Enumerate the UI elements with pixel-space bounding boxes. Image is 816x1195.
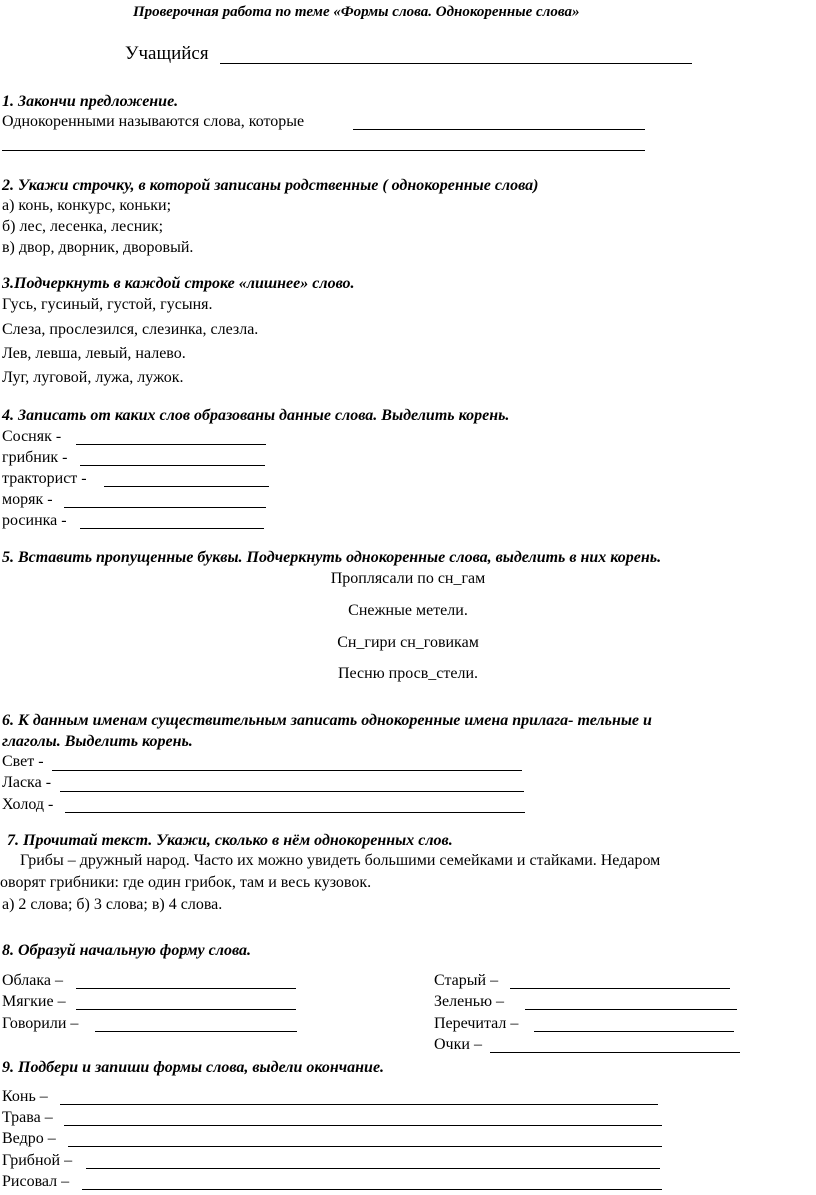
q5-poem-line: Проплясали по сн_гам bbox=[330, 570, 486, 587]
page-title: Проверочная работа по теме «Формы слова. Однокоренные слова» bbox=[133, 4, 580, 20]
q2-option: б) лес, лесенка, лесник; bbox=[2, 218, 164, 235]
q9-answer-line[interactable] bbox=[60, 1104, 658, 1105]
q6-answer-line[interactable] bbox=[52, 770, 522, 771]
q5-poem-line: Сн_гири сн_говикам bbox=[337, 634, 479, 651]
q1-heading: 1. Закончи предложение. bbox=[2, 93, 179, 110]
q9-answer-line[interactable] bbox=[68, 1146, 662, 1147]
q4-answer-line[interactable] bbox=[80, 528, 264, 529]
q6-answer-line[interactable] bbox=[65, 812, 525, 813]
q2-option: в) двор, дворник, дворовый. bbox=[2, 239, 194, 256]
q4-item: грибник - bbox=[2, 449, 68, 466]
q7-text: оворят грибники: где один грибок, там и весь кузовок. bbox=[0, 874, 372, 891]
q6-item: Свет - bbox=[2, 753, 44, 770]
q9-item: Грибной – bbox=[2, 1152, 73, 1169]
q2-heading: 2. Укажи строчку, в которой записаны родственные ( однокоренные слова) bbox=[2, 177, 539, 194]
q5-heading: 5. Вставить пропущенные буквы. Подчеркнуть однокоренные слова, выделить в них корень. bbox=[2, 549, 662, 566]
q8-left-item: Облака – bbox=[2, 972, 64, 989]
q8-answer-line[interactable] bbox=[95, 1031, 297, 1032]
student-label: Учащийся bbox=[125, 43, 209, 64]
q9-answer-line[interactable] bbox=[64, 1125, 662, 1126]
q8-answer-line[interactable] bbox=[76, 988, 296, 989]
q5-poem-line: Снежные метели. bbox=[348, 602, 468, 619]
q1-text: Однокоренными называются слова, которые bbox=[2, 113, 305, 130]
q9-answer-line[interactable] bbox=[86, 1168, 660, 1169]
q7-answers: а) 2 слова; б) 3 слова; в) 4 слова. bbox=[2, 896, 223, 913]
q4-item: росинка - bbox=[2, 512, 67, 529]
q8-left-item: Мягкие – bbox=[2, 993, 66, 1010]
q4-heading: 4. Записать от каких слов образованы данные слова. Выделить корень. bbox=[2, 407, 510, 424]
q3-line: Гусь, гусиный, густой, гусыня. bbox=[2, 296, 213, 313]
q3-line: Лев, левша, левый, налево. bbox=[2, 345, 186, 362]
q5-poem-line: Песню просв_стели. bbox=[337, 665, 479, 682]
q6-heading: глаголы. Выделить корень. bbox=[2, 733, 193, 750]
q8-answer-line[interactable] bbox=[534, 1031, 734, 1032]
q3-line: Слеза, прослезился, слезинка, слезла. bbox=[2, 321, 259, 338]
q8-right-item: Перечитал – bbox=[434, 1015, 519, 1032]
student-name-line[interactable] bbox=[220, 63, 692, 64]
q8-right-item: Зеленью – bbox=[434, 993, 505, 1010]
q7-text: Грибы – дружный народ. Часто их можно увидеть большими семейками и стайками. Недаром bbox=[20, 852, 661, 869]
q9-answer-line[interactable] bbox=[82, 1189, 662, 1190]
q8-right-item: Очки – bbox=[434, 1036, 482, 1053]
q4-answer-line[interactable] bbox=[80, 465, 265, 466]
q8-answer-line[interactable] bbox=[510, 988, 730, 989]
q2-option: а) конь, конкурс, коньки; bbox=[2, 197, 172, 214]
q8-answer-line[interactable] bbox=[76, 1009, 296, 1010]
q4-item: Сосняк - bbox=[2, 428, 62, 445]
q8-answer-line[interactable] bbox=[490, 1052, 740, 1053]
q9-item: Конь – bbox=[2, 1088, 48, 1105]
q7-heading: 7. Прочитай текст. Укажи, сколько в нём однокоренных слов. bbox=[7, 832, 453, 849]
q4-item: моряк - bbox=[2, 491, 53, 508]
q6-item: Холод - bbox=[2, 796, 54, 813]
q3-line: Луг, луговой, лужа, лужок. bbox=[2, 369, 184, 386]
q9-item: Ведро – bbox=[2, 1130, 56, 1147]
q1-answer-line-2[interactable] bbox=[2, 150, 645, 151]
q8-right-item: Старый – bbox=[434, 972, 499, 989]
q6-heading: 6. К данным именам существительным записать однокоренные имена прилага- тельные и bbox=[2, 712, 652, 729]
q9-item: Трава – bbox=[2, 1109, 53, 1126]
q6-answer-line[interactable] bbox=[60, 791, 524, 792]
q1-answer-line-1[interactable] bbox=[353, 129, 645, 130]
q4-answer-line[interactable] bbox=[76, 444, 266, 445]
q8-left-item: Говорили – bbox=[2, 1015, 79, 1032]
q9-heading: 9. Подбери и запиши формы слова, выдели окончание. bbox=[2, 1059, 385, 1076]
q4-answer-line[interactable] bbox=[64, 507, 266, 508]
q9-item: Рисовал – bbox=[2, 1173, 70, 1190]
q6-item: Ласка - bbox=[2, 774, 52, 791]
q8-heading: 8. Образуй начальную форму слова. bbox=[2, 942, 251, 959]
q4-item: тракторист - bbox=[2, 470, 87, 487]
q4-answer-line[interactable] bbox=[104, 486, 269, 487]
q8-answer-line[interactable] bbox=[525, 1009, 737, 1010]
q3-heading: 3.Подчеркнуть в каждой строке «лишнее» слово. bbox=[2, 275, 355, 292]
